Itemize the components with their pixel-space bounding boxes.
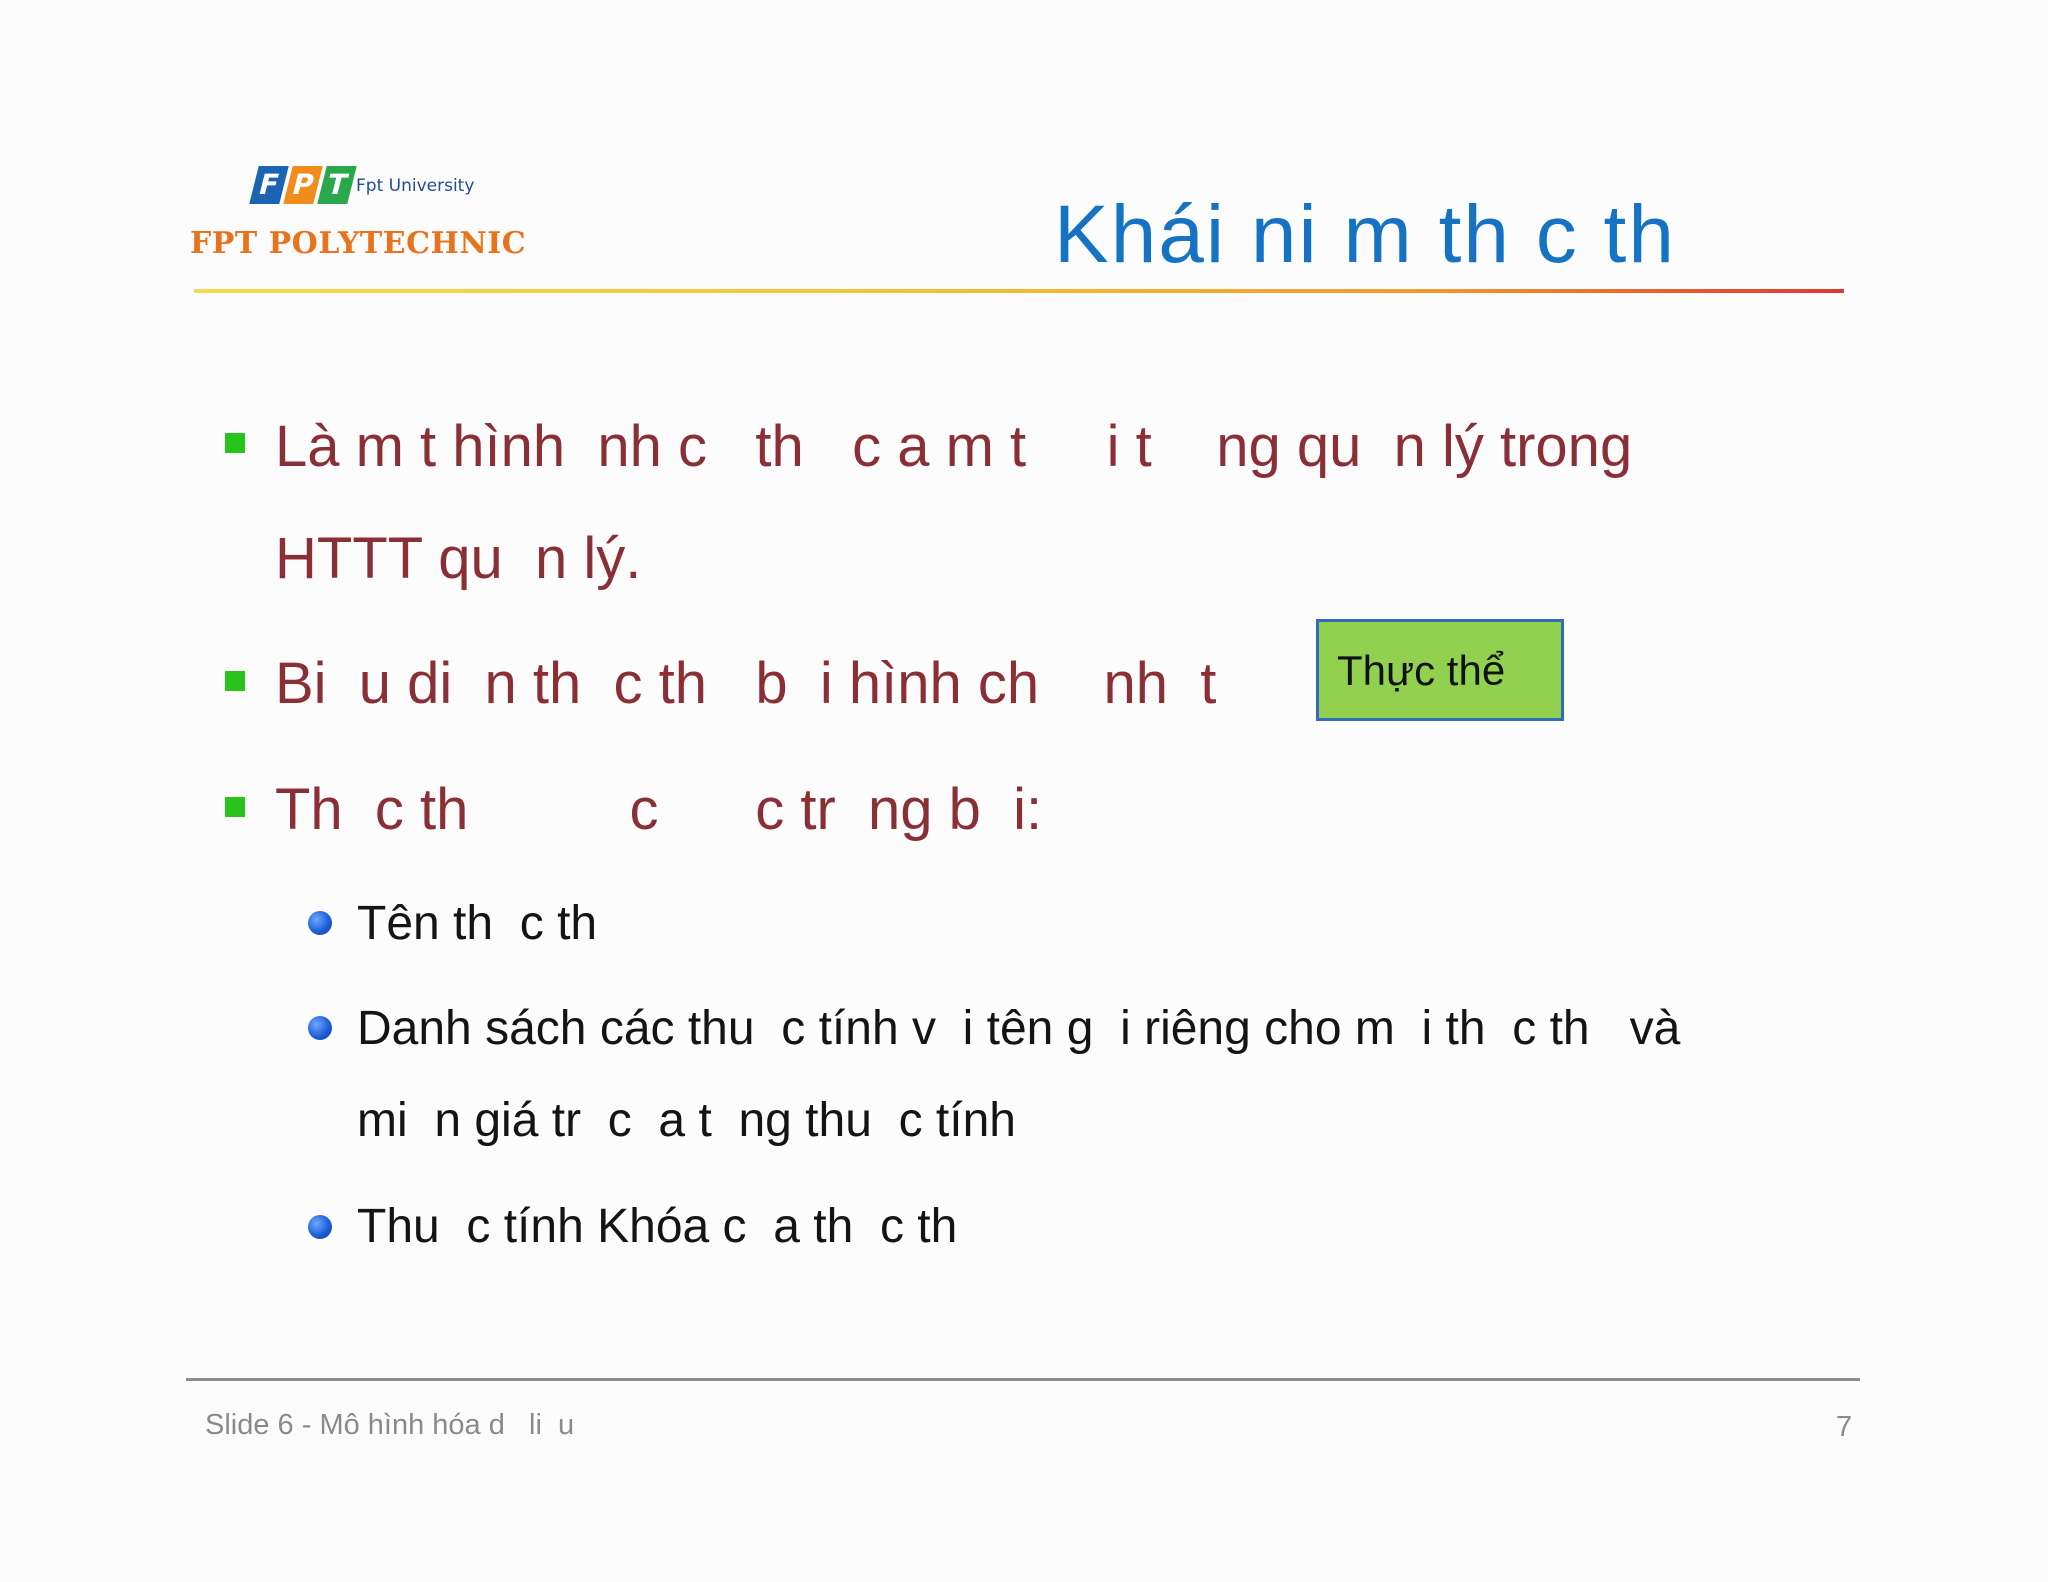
- fpt-logo-mark: [254, 166, 352, 204]
- logo-name-text: FPT POLYTECHNIC: [190, 226, 527, 261]
- fpt-polytechnic-logo: [190, 160, 530, 270]
- round-bullet-icon: [308, 1215, 332, 1239]
- round-bullet-icon: [308, 911, 332, 935]
- logo-university-text: Fpt University: [356, 176, 475, 196]
- square-bullet-icon: [225, 433, 245, 453]
- page-number: 7: [1836, 1411, 1853, 1443]
- sub-bullet-2-line-1: Danh sách các thu c tính v i tên g i riêng cho m i th c th và: [357, 1002, 1681, 1055]
- bullet-1-line-1: Là m t hình nh c th c a m t i t ng qu n lý trong: [275, 414, 1633, 479]
- logo-letter-p: P: [283, 166, 322, 204]
- footer-text: Slide 6 - Mô hình hóa d li u: [205, 1409, 575, 1441]
- bullet-2-line-1: Bi u di n th c th b i hình ch nh t: [275, 651, 1217, 716]
- round-bullet-icon: [308, 1016, 332, 1040]
- sub-bullet-1-line-1: Tên th c th: [357, 897, 598, 950]
- footer-divider: [186, 1378, 1860, 1381]
- entity-example-label: Thực thể: [1337, 647, 1506, 694]
- entity-example-box: [1316, 619, 1564, 721]
- sub-bullet-2-line-2: mi n giá tr c a t ng thu c tính: [357, 1094, 1016, 1147]
- logo-letter-f: F: [249, 166, 288, 204]
- bullet-1-line-2: HTTT qu n lý.: [275, 526, 642, 591]
- logo-letter-t: T: [317, 166, 356, 204]
- square-bullet-icon: [225, 671, 245, 691]
- sub-bullet-3-line-1: Thu c tính Khóa c a th c th: [357, 1200, 958, 1253]
- title-underline: [194, 289, 1844, 293]
- square-bullet-icon: [225, 797, 245, 817]
- bullet-3-line-1: Th c th c c tr ng b i:: [275, 777, 1043, 842]
- slide-title: Khái ni m th c th: [1054, 189, 1676, 280]
